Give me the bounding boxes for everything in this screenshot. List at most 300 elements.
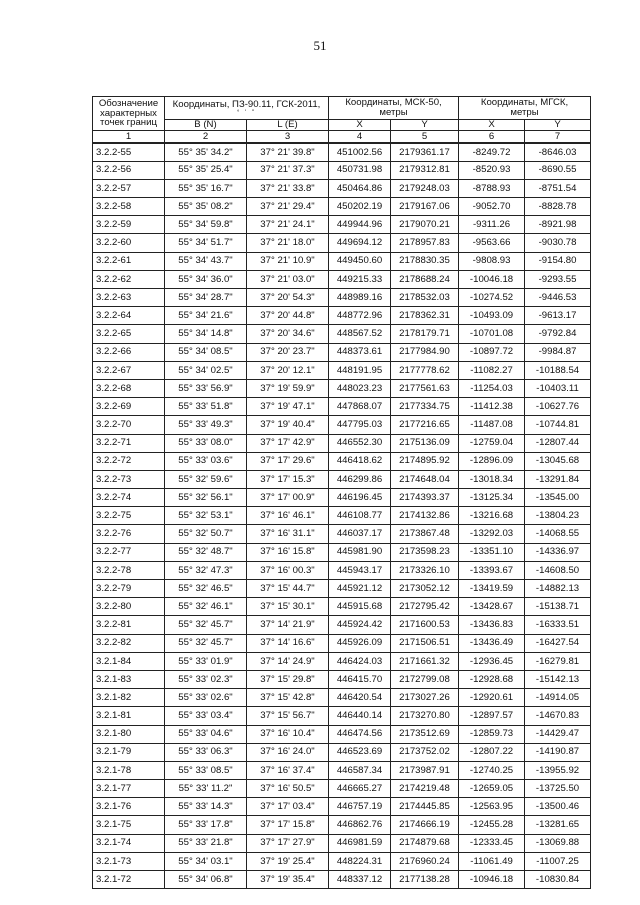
- table-cell: 446196.45: [329, 489, 391, 507]
- coordinates-table: [92, 96, 591, 889]
- table-row: [93, 252, 591, 270]
- table-cell: 55° 32' 59.6": [165, 470, 247, 488]
- table-cell: -11254.03: [459, 379, 525, 397]
- table-cell: -8921.98: [525, 216, 591, 234]
- table-cell: 448224.31: [329, 852, 391, 870]
- table-cell: -12928.68: [459, 670, 525, 688]
- table-cell: -12807.22: [459, 743, 525, 761]
- table-cell: 37° 16' 50.5": [247, 780, 329, 798]
- table-cell: 37° 16' 46.1": [247, 507, 329, 525]
- table-cell: 2177984.90: [391, 343, 459, 361]
- table-cell: 37° 21' 29.4": [247, 198, 329, 216]
- table-cell: -12859.73: [459, 725, 525, 743]
- table-cell: 55° 34' 28.7": [165, 289, 247, 307]
- table-cell: -13393.67: [459, 561, 525, 579]
- table-cell: 3.2.2-71: [93, 434, 165, 452]
- table-cell: 2173027.26: [391, 689, 459, 707]
- table-cell: 451002.56: [329, 143, 391, 161]
- table-cell: 37° 17' 42.9": [247, 434, 329, 452]
- table-cell: -8646.03: [525, 143, 591, 161]
- table-cell: 55° 33' 04.6": [165, 725, 247, 743]
- table-cell: 446415.70: [329, 670, 391, 688]
- table-cell: 2177216.65: [391, 416, 459, 434]
- table-cell: -9293.55: [525, 270, 591, 288]
- table-cell: 2178532.03: [391, 289, 459, 307]
- table-cell: 55° 34' 08.5": [165, 343, 247, 361]
- table-cell: 3.2.1-73: [93, 852, 165, 870]
- table-cell: 448989.16: [329, 289, 391, 307]
- table-row: [93, 780, 591, 798]
- table-cell: -12920.61: [459, 689, 525, 707]
- table-cell: -8788.93: [459, 179, 525, 197]
- table-cell: 55° 34' 21.6": [165, 307, 247, 325]
- table-cell: -14882.13: [525, 580, 591, 598]
- table-cell: 37° 21' 37.3": [247, 161, 329, 179]
- table-cell: 450202.19: [329, 198, 391, 216]
- table-cell: 37° 16' 31.1": [247, 525, 329, 543]
- table-cell: 3.2.2-70: [93, 416, 165, 434]
- table-cell: 37° 17' 15.3": [247, 470, 329, 488]
- table-cell: 446474.56: [329, 725, 391, 743]
- table-cell: 446587.34: [329, 761, 391, 779]
- table-cell: 2179361.17: [391, 143, 459, 161]
- table-row: [93, 470, 591, 488]
- table-cell: 55° 35' 16.7": [165, 179, 247, 197]
- table-cell: -12936.45: [459, 652, 525, 670]
- table-cell: 55° 33' 06.3": [165, 743, 247, 761]
- col-num-7: 7: [525, 131, 591, 144]
- table-cell: 55° 35' 25.4": [165, 161, 247, 179]
- table-cell: -10188.54: [525, 361, 591, 379]
- table-cell: -10403.11: [525, 379, 591, 397]
- table-cell: -10274.52: [459, 289, 525, 307]
- table-cell: -11061.49: [459, 852, 525, 870]
- table-cell: 2177561.63: [391, 379, 459, 397]
- table-cell: 2174445.85: [391, 798, 459, 816]
- table-cell: -11487.08: [459, 416, 525, 434]
- table-row: [93, 270, 591, 288]
- table-cell: 445981.90: [329, 543, 391, 561]
- table-cell: 448772.96: [329, 307, 391, 325]
- table-cell: 3.2.1-79: [93, 743, 165, 761]
- table-cell: 37° 16' 10.4": [247, 725, 329, 743]
- table-cell: 445921.12: [329, 580, 391, 598]
- table-cell: -13281.65: [525, 816, 591, 834]
- table-cell: 55° 33' 03.6": [165, 452, 247, 470]
- table-cell: 55° 34' 59.8": [165, 216, 247, 234]
- table-cell: 3.2.2-65: [93, 325, 165, 343]
- table-row: [93, 616, 591, 634]
- table-row: [93, 161, 591, 179]
- header-msk50: Координаты, МСК-50, метры: [329, 97, 459, 120]
- table-cell: 3.2.2-80: [93, 598, 165, 616]
- table-cell: 2177334.75: [391, 398, 459, 416]
- table-cell: 2173867.48: [391, 525, 459, 543]
- table-cell: 37° 17' 27.9": [247, 834, 329, 852]
- table-cell: 3.2.1-77: [93, 780, 165, 798]
- table-cell: 2171600.53: [391, 616, 459, 634]
- table-cell: 37° 14' 21.9": [247, 616, 329, 634]
- table-cell: -13045.68: [525, 452, 591, 470]
- table-cell: 37° 20' 44.8": [247, 307, 329, 325]
- table-cell: -16279.81: [525, 652, 591, 670]
- table-cell: 446037.17: [329, 525, 391, 543]
- table-cell: 37° 17' 15.8": [247, 816, 329, 834]
- table-cell: -12896.09: [459, 452, 525, 470]
- table-cell: -8249.72: [459, 143, 525, 161]
- table-cell: 55° 34' 02.5": [165, 361, 247, 379]
- table-cell: 3.2.1-75: [93, 816, 165, 834]
- table-row: [93, 871, 591, 889]
- table-cell: 37° 19' 59.9": [247, 379, 329, 397]
- table-cell: 55° 34' 06.8": [165, 871, 247, 889]
- table-cell: 2173987.91: [391, 761, 459, 779]
- table-cell: -11412.38: [459, 398, 525, 416]
- table-cell: 3.2.2-55: [93, 143, 165, 161]
- header-mgsk-y: Y: [525, 120, 591, 131]
- table-cell: 2178179.71: [391, 325, 459, 343]
- table-cell: 3.2.2-66: [93, 343, 165, 361]
- table-cell: -15138.71: [525, 598, 591, 616]
- table-cell: -10830.84: [525, 871, 591, 889]
- table-row: [93, 761, 591, 779]
- table-cell: 448023.23: [329, 379, 391, 397]
- col-num-3: 3: [247, 131, 329, 144]
- table-cell: 448191.95: [329, 361, 391, 379]
- table-cell: 2179167.06: [391, 198, 459, 216]
- table-row: [93, 416, 591, 434]
- table-row: [93, 743, 591, 761]
- table-cell: 55° 33' 08.0": [165, 434, 247, 452]
- table-cell: -15142.13: [525, 670, 591, 688]
- table-cell: -10627.76: [525, 398, 591, 416]
- table-cell: 37° 21' 33.8": [247, 179, 329, 197]
- table-cell: -12807.44: [525, 434, 591, 452]
- table-cell: 55° 33' 49.3": [165, 416, 247, 434]
- table-cell: 37° 16' 37.4": [247, 761, 329, 779]
- table-cell: 2174219.48: [391, 780, 459, 798]
- table-cell: -9154.80: [525, 252, 591, 270]
- table-cell: -10744.81: [525, 416, 591, 434]
- table-cell: -14429.47: [525, 725, 591, 743]
- table-row: [93, 634, 591, 652]
- table-cell: -16333.51: [525, 616, 591, 634]
- table-cell: -12897.57: [459, 707, 525, 725]
- table-row: [93, 361, 591, 379]
- table-cell: 2174648.04: [391, 470, 459, 488]
- table-row: [93, 452, 591, 470]
- page-number: 51: [313, 38, 327, 53]
- table-cell: 3.2.1-72: [93, 871, 165, 889]
- table-row: [93, 852, 591, 870]
- table-cell: 3.2.1-76: [93, 798, 165, 816]
- table-cell: -9052.70: [459, 198, 525, 216]
- table-cell: 2173326.10: [391, 561, 459, 579]
- table-cell: 55° 33' 11.2": [165, 780, 247, 798]
- table-cell: -13955.92: [525, 761, 591, 779]
- table-cell: -13069.88: [525, 834, 591, 852]
- table-cell: -14190.87: [525, 743, 591, 761]
- table-row: [93, 307, 591, 325]
- table-cell: 37° 20' 54.3": [247, 289, 329, 307]
- table-cell: 446862.76: [329, 816, 391, 834]
- table-cell: 37° 20' 12.1": [247, 361, 329, 379]
- table-cell: 55° 35' 34.2": [165, 143, 247, 161]
- table-row: [93, 179, 591, 197]
- table-cell: 37° 21' 18.0": [247, 234, 329, 252]
- table-cell: 449944.96: [329, 216, 391, 234]
- table-cell: 55° 33' 02.3": [165, 670, 247, 688]
- header-b: B (N): [165, 120, 247, 131]
- table-cell: 2171661.32: [391, 652, 459, 670]
- table-row: [93, 652, 591, 670]
- col-num-6: 6: [459, 131, 525, 144]
- table-cell: 2174895.92: [391, 452, 459, 470]
- table-cell: 55° 33' 02.6": [165, 689, 247, 707]
- table-cell: 55° 32' 46.5": [165, 580, 247, 598]
- table-row: [93, 398, 591, 416]
- table-row: [93, 816, 591, 834]
- table-cell: 2174879.68: [391, 834, 459, 852]
- table-cell: 450731.98: [329, 161, 391, 179]
- table-cell: 55° 33' 21.8": [165, 834, 247, 852]
- table-row: [93, 725, 591, 743]
- table-cell: 446299.86: [329, 470, 391, 488]
- table-cell: 2178830.35: [391, 252, 459, 270]
- table-row: [93, 234, 591, 252]
- table-cell: 37° 16' 24.0": [247, 743, 329, 761]
- table-cell: 37° 15' 30.1": [247, 598, 329, 616]
- table-cell: 2177138.28: [391, 871, 459, 889]
- table-cell: 2173270.80: [391, 707, 459, 725]
- table-cell: 3.2.2-62: [93, 270, 165, 288]
- table-row: [93, 543, 591, 561]
- table-cell: 55° 34' 14.8": [165, 325, 247, 343]
- table-cell: 37° 20' 34.6": [247, 325, 329, 343]
- table-cell: 55° 33' 51.8": [165, 398, 247, 416]
- table-cell: -13351.10: [459, 543, 525, 561]
- table-cell: 2173598.23: [391, 543, 459, 561]
- table-cell: 446440.14: [329, 707, 391, 725]
- table-cell: -12740.25: [459, 761, 525, 779]
- table-cell: 37° 20' 23.7": [247, 343, 329, 361]
- table-cell: -9792.84: [525, 325, 591, 343]
- table-cell: 3.2.2-57: [93, 179, 165, 197]
- table-row: [93, 834, 591, 852]
- table-cell: -10493.09: [459, 307, 525, 325]
- table-cell: 449215.33: [329, 270, 391, 288]
- table-row: [93, 379, 591, 397]
- col-num-2: 2: [165, 131, 247, 144]
- table-cell: 37° 19' 47.1": [247, 398, 329, 416]
- col-num-5: 5: [391, 131, 459, 144]
- table-cell: 2179248.03: [391, 179, 459, 197]
- table-cell: 37° 21' 39.8": [247, 143, 329, 161]
- table-cell: 55° 34' 36.0": [165, 270, 247, 288]
- table-cell: 3.2.2-69: [93, 398, 165, 416]
- table-cell: 2179312.81: [391, 161, 459, 179]
- table-row: [93, 507, 591, 525]
- table-cell: 2177778.62: [391, 361, 459, 379]
- col-num-1: 1: [93, 131, 165, 144]
- header-msk-y: Y: [391, 120, 459, 131]
- table-cell: 3.2.2-75: [93, 507, 165, 525]
- table-cell: 447795.03: [329, 416, 391, 434]
- table-cell: 2178362.31: [391, 307, 459, 325]
- table-cell: 448337.12: [329, 871, 391, 889]
- table-row: [93, 216, 591, 234]
- table-cell: 3.2.2-78: [93, 561, 165, 579]
- table-cell: 55° 33' 03.4": [165, 707, 247, 725]
- table-cell: 37° 16' 00.3": [247, 561, 329, 579]
- table-cell: 446420.54: [329, 689, 391, 707]
- table-cell: 445924.42: [329, 616, 391, 634]
- table-cell: 2173752.02: [391, 743, 459, 761]
- table-cell: -9030.78: [525, 234, 591, 252]
- table-cell: 2173052.12: [391, 580, 459, 598]
- table-cell: 37° 19' 40.4": [247, 416, 329, 434]
- table-cell: 37° 14' 16.6": [247, 634, 329, 652]
- table-cell: 3.2.2-61: [93, 252, 165, 270]
- table-cell: 450464.86: [329, 179, 391, 197]
- table-cell: 3.2.2-77: [93, 543, 165, 561]
- table-cell: 2176960.24: [391, 852, 459, 870]
- table-cell: -10701.08: [459, 325, 525, 343]
- table-row: [93, 434, 591, 452]
- table-cell: 2174132.86: [391, 507, 459, 525]
- table-cell: 445915.68: [329, 598, 391, 616]
- table-cell: -12659.05: [459, 780, 525, 798]
- table-cell: -10046.18: [459, 270, 525, 288]
- table-cell: 37° 14' 24.9": [247, 652, 329, 670]
- header-pz90: Координаты, ПЗ-90.11, ГСК-2011, ° ' ": [165, 97, 329, 120]
- table-cell: 37° 21' 03.0": [247, 270, 329, 288]
- table-cell: 3.2.2-82: [93, 634, 165, 652]
- table-cell: 446418.62: [329, 452, 391, 470]
- table-cell: 3.2.1-82: [93, 689, 165, 707]
- table-cell: 3.2.2-63: [93, 289, 165, 307]
- table-row: [93, 707, 591, 725]
- table-cell: -13428.67: [459, 598, 525, 616]
- table-cell: -12563.95: [459, 798, 525, 816]
- table-row: [93, 343, 591, 361]
- table-cell: 55° 33' 08.5": [165, 761, 247, 779]
- header-l: L (E): [247, 120, 329, 131]
- table-cell: 37° 16' 15.8": [247, 543, 329, 561]
- table-cell: 55° 33' 56.9": [165, 379, 247, 397]
- table-cell: 55° 32' 50.7": [165, 525, 247, 543]
- table-row: [93, 325, 591, 343]
- table-cell: 2178688.24: [391, 270, 459, 288]
- table-cell: 3.2.2-72: [93, 452, 165, 470]
- table-row: [93, 198, 591, 216]
- table-cell: 37° 15' 29.8": [247, 670, 329, 688]
- table-cell: 37° 19' 25.4": [247, 852, 329, 870]
- table-cell: 446552.30: [329, 434, 391, 452]
- table-cell: 37° 21' 10.9": [247, 252, 329, 270]
- table-row: [93, 489, 591, 507]
- table-cell: 55° 34' 03.1": [165, 852, 247, 870]
- table-cell: 446665.27: [329, 780, 391, 798]
- table-cell: 446424.03: [329, 652, 391, 670]
- table-cell: 446523.69: [329, 743, 391, 761]
- table-cell: 3.2.2-67: [93, 361, 165, 379]
- table-cell: -13545.00: [525, 489, 591, 507]
- table-cell: 449450.60: [329, 252, 391, 270]
- table-cell: 3.2.1-83: [93, 670, 165, 688]
- table-cell: 37° 17' 03.4": [247, 798, 329, 816]
- table-cell: -13436.49: [459, 634, 525, 652]
- table-cell: -9311.26: [459, 216, 525, 234]
- table-cell: 55° 34' 43.7": [165, 252, 247, 270]
- table-cell: 2178957.83: [391, 234, 459, 252]
- table-row: [93, 689, 591, 707]
- table-row: [93, 670, 591, 688]
- table-cell: 3.2.1-81: [93, 707, 165, 725]
- table-cell: -9563.66: [459, 234, 525, 252]
- table-cell: -11082.27: [459, 361, 525, 379]
- header-point-name: Обозначение характерных точек границ: [93, 97, 165, 131]
- table-cell: 448373.61: [329, 343, 391, 361]
- table-cell: -13291.84: [525, 470, 591, 488]
- table-cell: -14068.55: [525, 525, 591, 543]
- header-mgsk: Координаты, МГСК, метры: [459, 97, 591, 120]
- table-cell: -9808.93: [459, 252, 525, 270]
- table-cell: 448567.52: [329, 325, 391, 343]
- table-cell: 55° 32' 45.7": [165, 616, 247, 634]
- table-cell: 37° 21' 24.1": [247, 216, 329, 234]
- table-cell: -14608.50: [525, 561, 591, 579]
- table-cell: -12455.28: [459, 816, 525, 834]
- table-cell: 3.2.2-73: [93, 470, 165, 488]
- table-cell: -8690.55: [525, 161, 591, 179]
- table-cell: -13500.46: [525, 798, 591, 816]
- table-cell: 3.2.1-84: [93, 652, 165, 670]
- table-cell: 3.2.1-78: [93, 761, 165, 779]
- table-row: [93, 561, 591, 579]
- table-cell: -13419.59: [459, 580, 525, 598]
- table-cell: 449694.12: [329, 234, 391, 252]
- table-cell: -13216.68: [459, 507, 525, 525]
- table-cell: -8751.54: [525, 179, 591, 197]
- table-cell: -9984.87: [525, 343, 591, 361]
- table-cell: 447868.07: [329, 398, 391, 416]
- table-cell: 55° 34' 51.7": [165, 234, 247, 252]
- table-cell: 3.2.1-80: [93, 725, 165, 743]
- table-cell: 37° 15' 44.7": [247, 580, 329, 598]
- table-row: [93, 798, 591, 816]
- table-cell: -13292.03: [459, 525, 525, 543]
- table-cell: 55° 33' 14.3": [165, 798, 247, 816]
- table-cell: 3.2.2-60: [93, 234, 165, 252]
- table-cell: 55° 32' 46.1": [165, 598, 247, 616]
- table-cell: 2173512.69: [391, 725, 459, 743]
- table-cell: -11007.25: [525, 852, 591, 870]
- table-cell: -13125.34: [459, 489, 525, 507]
- table-cell: -13018.34: [459, 470, 525, 488]
- table-cell: 3.2.1-74: [93, 834, 165, 852]
- table-cell: 445943.17: [329, 561, 391, 579]
- table-cell: -12759.04: [459, 434, 525, 452]
- table-cell: 445926.09: [329, 634, 391, 652]
- table-row: [93, 289, 591, 307]
- table-cell: -10897.72: [459, 343, 525, 361]
- table-cell: 55° 33' 01.9": [165, 652, 247, 670]
- table-cell: 3.2.2-68: [93, 379, 165, 397]
- table-cell: 55° 32' 45.7": [165, 634, 247, 652]
- table-cell: 55° 32' 47.3": [165, 561, 247, 579]
- table-cell: 2179070.21: [391, 216, 459, 234]
